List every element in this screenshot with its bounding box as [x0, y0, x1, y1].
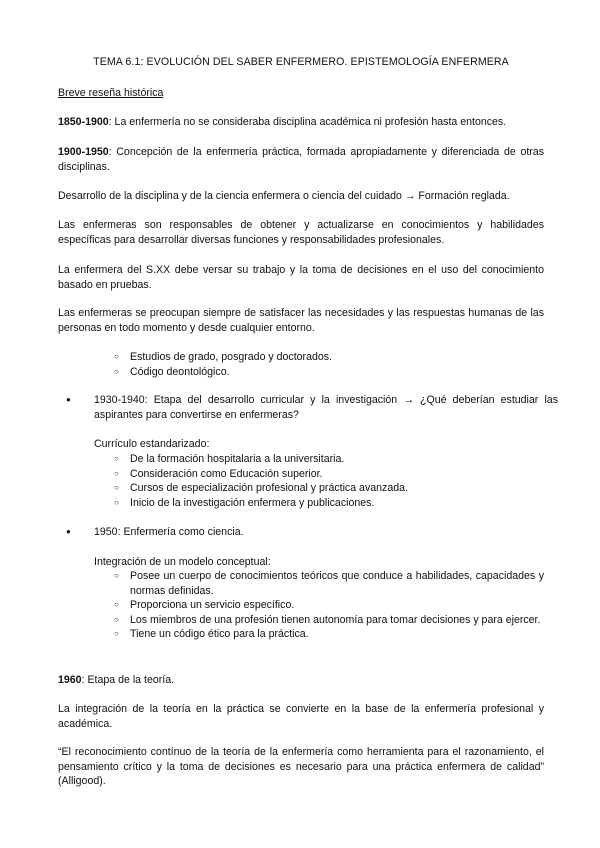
model-label: Integración de un modelo conceptual:: [94, 556, 271, 568]
paragraph-1960: [58, 673, 544, 688]
list-item: ○ Los miembros de una profesión tienen autonomía para tomar decisiones y para ejercer.: [114, 613, 544, 628]
section-heading: Breve reseña histórica: [58, 87, 164, 99]
paragraph-discipline: Desarrollo de la disciplina y de la ciencia enfermera o ciencia del cuidado → Formación reglada.: [58, 190, 510, 202]
list-curriculum: [114, 452, 544, 510]
period-label: 1900-1950: [58, 146, 109, 158]
curriculum-label: Currículo estandarizado:: [94, 438, 210, 450]
quote-alligood: “El reconocimiento contínuo de la teoría de la enfermería como herramienta para el razonamiento, el pensamiento crítico y la toma de decisiones es necesario para una práctica enfermera de calidad” (Alligood).: [58, 746, 544, 788]
list-item: ○ Posee un cuerpo de conocimientos teóricos que conduce a habilidades, capacidades y normas definidas.: [114, 569, 544, 598]
paragraph-sxx: La enfermera del S.XX debe versar su trabajo y la toma de decisiones en el uso del conocimiento basado en pruebas.: [58, 264, 544, 291]
paragraph-needs: Las enfermeras se preocupan siempre de satisfacer las necesidades y las respuestas humanas de las personas en todo momento y desde cualquier entorno.: [58, 307, 544, 334]
list-item: ○ Inicio de la investigación enfermera y publicaciones.: [114, 496, 544, 511]
paragraph-1900: [58, 145, 544, 174]
paragraph-text: : La enfermería no se consideraba disciplina académica ni profesión hasta entonces.: [108, 116, 507, 128]
list-item: ○ Consideración como Educación superior.: [114, 467, 544, 482]
paragraph-1850: [58, 115, 544, 130]
list-item: ○ Proporciona un servicio específico.: [114, 598, 544, 613]
paragraph-text: : Concepción de la enfermería práctica, formada apropiadamente y diferenciada de otras disciplinas.: [58, 146, 544, 173]
paragraph-text: : Etapa de la teoría.: [81, 674, 175, 686]
list-education: [114, 350, 544, 379]
list-model: [114, 569, 544, 642]
page-title: TEMA 6.1: EVOLUCIÓN DEL SABER ENFERMERO. EPISTEMOLOGÍA ENFERMERA: [93, 56, 509, 68]
period-label: 1960: [58, 674, 82, 686]
bullet-1950: ● 1950: Enfermería como ciencia.: [80, 525, 558, 540]
bullet-1930: ● 1930-1940: Etapa del desarrollo curricular y la investigación → ¿Qué deberían estudiar las aspirantes para convertirse en enfermeras?: [80, 393, 558, 422]
list-item: ○ Tiene un código ético para la práctica.: [114, 627, 544, 642]
paragraph-integration: La integración de la teoría en la práctica se convierte en la base de la enfermería profesional y académica.: [58, 703, 544, 730]
period-label: 1850-1900: [58, 116, 109, 128]
list-item: ○ De la formación hospitalaria a la universitaria.: [114, 452, 544, 467]
list-item: ○ Cursos de especialización profesional y práctica avanzada.: [114, 481, 544, 496]
list-item: ○ Estudios de grado, posgrado y doctorados.: [114, 350, 544, 365]
paragraph-responsibilities: Las enfermeras son responsables de obtener y actualizarse en conocimientos y habilidades específicas para desarrollar diversas funciones y responsabilidades profesionales.: [58, 219, 544, 246]
list-item: ○ Código deontológico.: [114, 365, 544, 380]
